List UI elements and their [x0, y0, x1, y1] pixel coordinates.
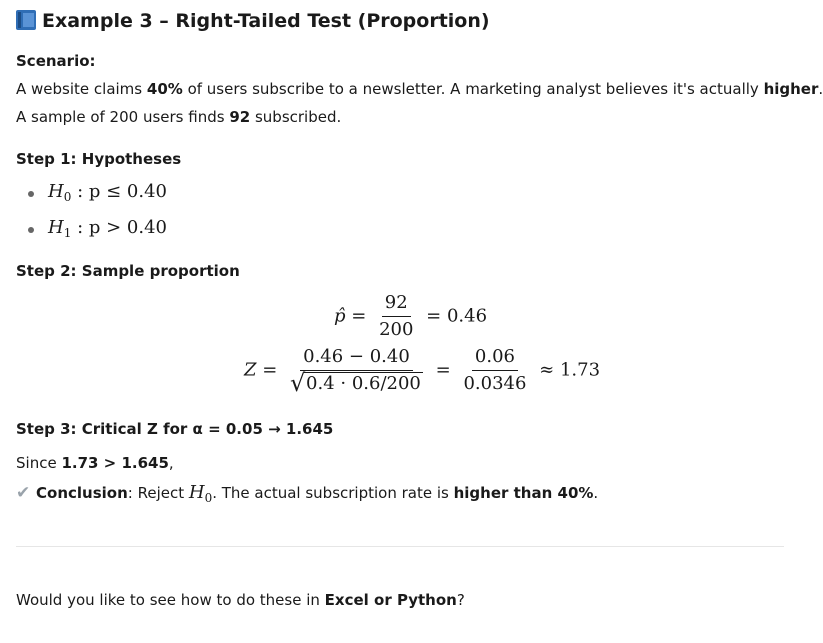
followup-question: Would you like to see how to do these in Excel or Python?: [16, 591, 465, 609]
hypothesis-null: $H_0$ : p ≤ 0.40: [48, 181, 167, 204]
phat-equation: p̂ = $\frac{92}{200}$ = 0.46: [334, 292, 488, 340]
step1-heading: Step 1: Hypotheses: [16, 150, 182, 168]
scenario-line-1: A website claims 40% of users subscribe to a newsletter. A marketing analyst believes it's actually higher.: [16, 80, 823, 98]
step2-heading: Step 2: Sample proportion: [16, 262, 240, 280]
book-icon: [16, 10, 36, 30]
scenario-line-2: A sample of 200 users finds 92 subscribed.: [16, 108, 342, 126]
step3-heading: Step 3: Critical Z for α = 0.05 → 1.645: [16, 420, 334, 438]
bullet-dot: [28, 227, 34, 233]
sqrt-symbol: √ 0.4 · 0.6/200: [290, 369, 421, 397]
z-equation: Z = 0.46 − 0.40 √ 0.4 · 0.6/200 = $\frac{0.06}{0.0346}$ ≈ 1.73: [244, 346, 601, 397]
hypothesis-alternative: $H_1$ : p > 0.40: [48, 217, 167, 240]
bullet-dot: [28, 191, 34, 197]
since-line: Since 1.73 > 1.645,: [16, 454, 174, 472]
scenario-heading: Scenario:: [16, 52, 96, 70]
checkmark-icon: ✔: [16, 483, 31, 503]
conclusion-line: ✔ Conclusion: Reject $H_0$. The actual subscription rate is higher than 40%.: [16, 482, 599, 505]
example-title: Example 3 – Right-Tailed Test (Proportion): [16, 10, 490, 32]
phat-fraction: $\frac{92}{200}$: [379, 292, 414, 340]
z-value-fraction: $\frac{0.06}{0.0346}$: [463, 346, 527, 394]
z-fraction: 0.46 − 0.40 √ 0.4 · 0.6/200: [290, 346, 421, 397]
divider: [16, 546, 784, 547]
